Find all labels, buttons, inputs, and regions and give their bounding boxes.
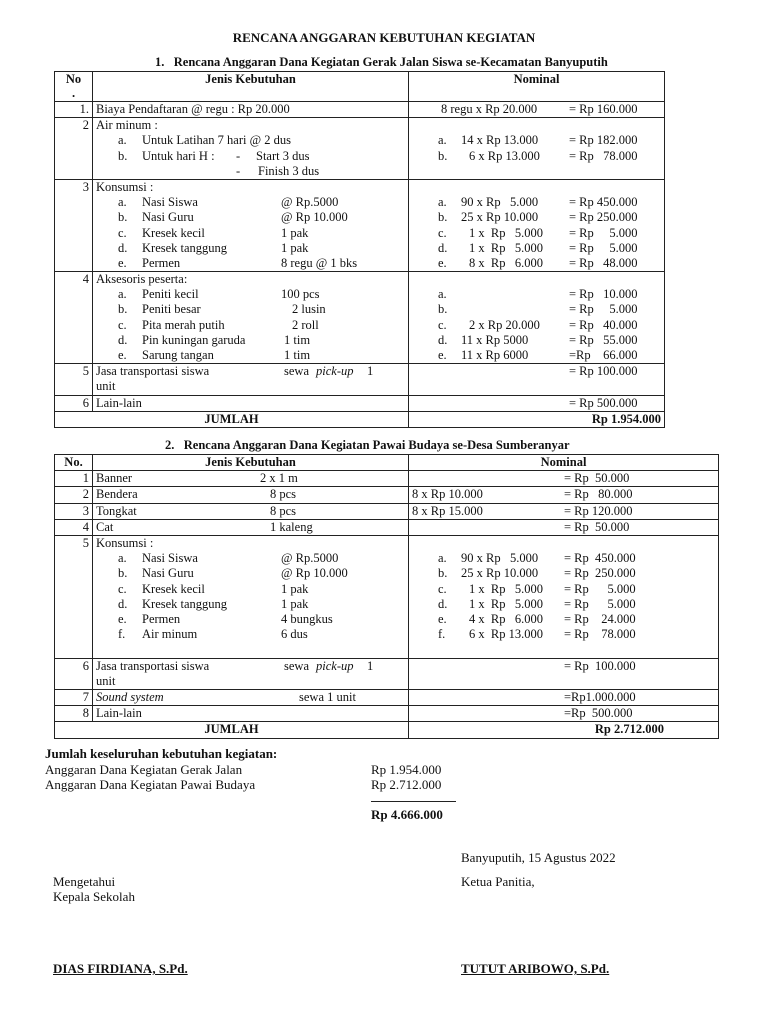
- calc-letter: b.: [438, 566, 448, 581]
- row-item: [93, 471, 409, 487]
- table-row: [55, 706, 719, 722]
- item-qty: 1 pak: [281, 225, 309, 240]
- item-letter: b.: [118, 210, 128, 225]
- row-number: 3: [55, 179, 93, 271]
- item-text: Air minum: [142, 627, 198, 642]
- row-total: = Rp 450.000: [569, 195, 638, 210]
- calc-letter: d.: [438, 240, 448, 255]
- item-text: Nasi Guru: [142, 210, 194, 225]
- item-text: Pita merah putih: [142, 317, 225, 332]
- calc-letter: c.: [438, 317, 447, 332]
- header-nominal: Nominal: [409, 72, 665, 102]
- place-date: Banyuputih, 15 Agustus 2022: [461, 850, 616, 865]
- row-calc: 8 regu x Rp 20.000: [441, 102, 538, 116]
- item-qty: 1 tim: [284, 348, 311, 363]
- item-letter: a.: [118, 287, 127, 302]
- calc-letter: a.: [438, 195, 447, 210]
- item-qty: 2 lusin: [292, 302, 326, 317]
- item-qty: 4 bungkus: [281, 611, 333, 626]
- row-number: 5: [55, 536, 93, 659]
- calc-letter: f.: [438, 627, 446, 642]
- item-text: Peniti besar: [142, 302, 201, 317]
- item-text: Permen: [142, 611, 181, 626]
- item-qty: sewa: [284, 658, 309, 673]
- row-item: Biaya Pendaftaran @ regu : Rp 20.000: [93, 102, 409, 118]
- row-nominal: [409, 706, 719, 722]
- item-qty: 1 pak: [281, 581, 309, 596]
- calc-letter: a.: [438, 287, 447, 302]
- item-letter: b.: [118, 566, 128, 581]
- item-dash: -: [236, 163, 241, 178]
- row-total: = Rp 78.000: [569, 148, 638, 163]
- item-letter: d.: [118, 240, 128, 255]
- calc-letter: d.: [438, 332, 448, 347]
- row-calc: 11 x Rp 6000: [461, 348, 529, 363]
- row-number: 6: [55, 395, 93, 411]
- item-letter: e.: [118, 348, 127, 363]
- budget-table-2: [54, 454, 719, 739]
- item-text: Peniti kecil: [142, 287, 199, 302]
- item-text: Kresek tanggung: [142, 596, 228, 611]
- item-sub: Start 3 dus: [256, 148, 310, 163]
- row-total: = Rp 40.000: [569, 317, 638, 332]
- table-row: [55, 118, 665, 180]
- row-total: = Rp 80.000: [564, 487, 633, 502]
- row-total: = Rp 24.000: [564, 611, 636, 626]
- row-total: = Rp 182.000: [569, 133, 638, 148]
- table-row: [55, 364, 665, 395]
- item-letter: a.: [118, 133, 127, 148]
- row-total: = Rp 5.000: [569, 225, 638, 240]
- row-item: [93, 364, 409, 395]
- row-calc: 90 x Rp 5.000: [461, 195, 539, 210]
- item-text: Nasi Siswa: [142, 195, 198, 210]
- total-row: [55, 722, 719, 738]
- total-row: [55, 411, 665, 427]
- summary-value-1: Rp 1.954.000: [371, 762, 442, 777]
- row-number: 2: [55, 487, 93, 503]
- row-item: [93, 658, 409, 689]
- row-nominal: [409, 395, 665, 411]
- row-total: = Rp 160.000: [569, 102, 638, 116]
- calc-letter: c.: [438, 225, 447, 240]
- total-value: Rp 2.712.000: [409, 722, 719, 738]
- item-letter: d.: [118, 332, 128, 347]
- row-nominal: [409, 519, 719, 535]
- calc-letter: e.: [438, 348, 447, 363]
- row-nominal: [409, 487, 719, 503]
- row-total: =Rp1.000.000: [564, 689, 636, 704]
- calc-letter: e.: [438, 255, 447, 270]
- row-nominal: [409, 689, 719, 705]
- table-row: [55, 179, 665, 271]
- row-total: = Rp 78.000: [564, 627, 636, 642]
- row-head: Konsumsi :: [96, 179, 154, 194]
- item-qty: 2 roll: [292, 317, 319, 332]
- item-text: Nasi Guru: [142, 566, 194, 581]
- item-letter: b.: [118, 148, 128, 163]
- item-text: Kresek kecil: [142, 581, 205, 596]
- row-number: 6: [55, 658, 93, 689]
- item-text: Jasa transportasi siswa: [96, 658, 210, 673]
- item-text: Bendera: [96, 487, 138, 502]
- item-sub: Finish 3 dus: [258, 163, 320, 178]
- item-letter: b.: [118, 302, 128, 317]
- item-qty: 8 pcs: [270, 503, 297, 518]
- item-letter: e.: [118, 611, 127, 626]
- header-jenis: Jenis Kebutuhan: [93, 72, 409, 102]
- item-letter: a.: [118, 195, 127, 210]
- row-number: 7: [55, 689, 93, 705]
- calc-letter: a.: [438, 551, 447, 566]
- item-qty: @ Rp.5000: [281, 195, 339, 210]
- row-calc: 1 x Rp 5.000: [469, 596, 543, 611]
- row-number: 3: [55, 503, 93, 519]
- summary-label-1: Anggaran Dana Kegiatan Gerak Jalan: [45, 762, 243, 777]
- row-nominal: [409, 364, 665, 395]
- table-row: [55, 689, 719, 705]
- table-row: [55, 487, 719, 503]
- item-text: Sound system: [96, 689, 164, 704]
- row-nominal: [409, 102, 665, 118]
- item-qty: 100 pcs: [281, 287, 320, 302]
- row-total: = Rp 50.000: [564, 519, 630, 534]
- row-calc: 1 x Rp 5.000: [469, 225, 543, 240]
- row-total: = Rp 5.000: [564, 581, 636, 596]
- summary-value-2: Rp 2.712.000: [371, 777, 442, 792]
- item-text: Kresek tanggung: [142, 240, 228, 255]
- row-nominal: [409, 272, 665, 364]
- table-row: [55, 272, 665, 364]
- total-label: JUMLAH: [55, 722, 409, 738]
- row-total: =Rp 500.000: [564, 706, 633, 721]
- total-value: Rp 1.954.000: [409, 411, 665, 427]
- row-total: = Rp 120.000: [564, 503, 633, 518]
- row-calc: 4 x Rp 6.000: [469, 611, 543, 626]
- header-no: No .: [55, 72, 93, 102]
- item-text: Sarung tangan: [142, 348, 214, 363]
- calc-letter: a.: [438, 133, 447, 148]
- item-dash: -: [236, 148, 241, 163]
- row-nominal: [409, 536, 719, 659]
- item-qty: sewa 1 unit: [299, 689, 356, 704]
- item-qty: @ Rp.5000: [281, 551, 339, 566]
- item-qty: 1 pak: [281, 596, 309, 611]
- row-total: = Rp 100.000: [564, 658, 636, 673]
- calc-letter: b.: [438, 148, 448, 163]
- item-text: Nasi Siswa: [142, 551, 198, 566]
- item-text: Pin kuningan garuda: [142, 332, 246, 347]
- item-qty: @ Rp 10.000: [281, 210, 348, 225]
- signer-left-role-2: Kepala Sekolah: [53, 889, 135, 904]
- item-letter: d.: [118, 596, 128, 611]
- item-text: Untuk Latihan 7 hari @ 2 dus: [142, 133, 291, 148]
- row-calc: 6 x Rp 13.000: [469, 148, 540, 163]
- row-item: [93, 519, 409, 535]
- row-calc: 90 x Rp 5.000: [461, 551, 539, 566]
- item-qty: @ Rp 10.000: [281, 566, 348, 581]
- row-calc: 2 x Rp 20.000: [469, 317, 540, 332]
- section-1-title: 1. Rencana Anggaran Dana Kegiatan Gerak Jalan Siswa se-Kecamatan Banyuputih: [155, 55, 608, 69]
- summary-divider: [371, 801, 456, 802]
- item-qty-italic: pick-up: [316, 364, 354, 379]
- row-nominal: [409, 118, 665, 180]
- row-total: = Rp 5.000: [569, 240, 638, 255]
- item-qty: 2 x 1 m: [260, 471, 298, 486]
- item-letter: f.: [118, 627, 126, 642]
- row-calc: 1 x Rp 5.000: [469, 581, 543, 596]
- row-total: = Rp 55.000: [569, 332, 638, 347]
- signer-left-role-1: Mengetahui: [53, 874, 116, 889]
- row-calc: 8 x Rp 6.000: [469, 255, 543, 270]
- item-text: unit: [96, 673, 116, 688]
- item-letter: c.: [118, 317, 127, 332]
- row-total: = Rp 5.000: [569, 302, 638, 317]
- row-total: = Rp 48.000: [569, 255, 638, 270]
- calc-letter: b.: [438, 302, 448, 317]
- row-calc: 11 x Rp 5000: [461, 332, 529, 347]
- budget-table-1: [54, 71, 665, 428]
- row-number: 8: [55, 706, 93, 722]
- row-number: 1.: [55, 102, 93, 118]
- row-number: 4: [55, 519, 93, 535]
- table-row: [55, 536, 719, 659]
- row-item: [93, 118, 409, 180]
- calc-letter: e.: [438, 611, 447, 626]
- row-total: = Rp 500.000: [569, 395, 638, 410]
- item-text: Permen: [142, 255, 181, 270]
- row-calc: 25 x Rp 10.000: [461, 210, 539, 225]
- row-calc: 6 x Rp 13.000: [469, 627, 543, 642]
- row-head: Konsumsi :: [96, 536, 154, 551]
- row-item: [93, 487, 409, 503]
- row-number: 1: [55, 471, 93, 487]
- row-calc: 14 x Rp 13.000: [461, 133, 539, 148]
- table-row: [55, 519, 719, 535]
- item-qty: 8 regu @ 1 bks: [281, 255, 358, 270]
- row-item: [93, 503, 409, 519]
- summary-label-2: Anggaran Dana Kegiatan Pawai Budaya: [45, 777, 256, 792]
- table-row: [55, 471, 719, 487]
- item-qty: 1: [367, 658, 374, 673]
- signer-right-role: Ketua Panitia,: [461, 874, 535, 889]
- section-2-title: 2. Rencana Anggaran Dana Kegiatan Pawai Budaya se-Desa Sumberanyar: [165, 438, 570, 452]
- row-item: [93, 536, 409, 659]
- item-qty: 1 kaleng: [270, 519, 313, 534]
- table-row: [55, 395, 665, 411]
- table-row: [55, 102, 665, 118]
- item-qty: 6 dus: [281, 627, 308, 642]
- row-nominal: [409, 658, 719, 689]
- row-total: = Rp 100.000: [569, 364, 638, 379]
- row-total: = Rp 10.000: [569, 287, 638, 302]
- item-text: Tongkat: [96, 503, 137, 518]
- item-qty: 1 pak: [281, 240, 309, 255]
- summary-heading: Jumlah keseluruhan kebutuhan kegiatan:: [45, 746, 278, 761]
- signer-left-name: DIAS FIRDIANA, S.Pd.: [53, 961, 188, 976]
- calc-letter: b.: [438, 210, 448, 225]
- item-text: Jasa transportasi siswa: [96, 364, 210, 379]
- header-nominal: Nominal: [409, 455, 719, 471]
- row-calc: 8 x Rp 10.000: [412, 487, 483, 502]
- row-item: Lain-lain: [93, 706, 409, 722]
- item-qty: sewa: [284, 364, 309, 379]
- item-letter: c.: [118, 225, 127, 240]
- item-letter: c.: [118, 581, 127, 596]
- header-no: No.: [55, 455, 93, 471]
- total-label: JUMLAH: [55, 411, 409, 427]
- row-total: = Rp 5.000: [564, 596, 636, 611]
- item-text: Cat: [96, 519, 114, 534]
- item-qty-italic: pick-up: [316, 658, 354, 673]
- summary-total: Rp 4.666.000: [371, 807, 443, 822]
- row-calc: 8 x Rp 15.000: [412, 503, 483, 518]
- row-total: = Rp 250.000: [564, 566, 636, 581]
- item-text: Banner: [96, 471, 133, 486]
- document-title: RENCANA ANGGARAN KEBUTUHAN KEGIATAN: [232, 30, 536, 45]
- calc-letter: c.: [438, 581, 447, 596]
- row-number: 4: [55, 272, 93, 364]
- table-row: [55, 658, 719, 689]
- row-nominal: [409, 179, 665, 271]
- item-text: unit: [96, 379, 116, 394]
- row-nominal: [409, 503, 719, 519]
- row-total: = Rp 50.000: [564, 471, 630, 486]
- item-text: Kresek kecil: [142, 225, 205, 240]
- row-number: 5: [55, 364, 93, 395]
- table-row: [55, 503, 719, 519]
- row-item: Lain-lain: [93, 395, 409, 411]
- row-item: [93, 272, 409, 364]
- item-qty: 8 pcs: [270, 487, 297, 502]
- item-qty: 1: [367, 364, 374, 379]
- row-item: [93, 179, 409, 271]
- signer-right-name: TUTUT ARIBOWO, S.Pd.: [461, 961, 610, 976]
- row-nominal: [409, 471, 719, 487]
- item-letter: a.: [118, 551, 127, 566]
- row-total: =Rp 66.000: [569, 348, 638, 363]
- item-letter: e.: [118, 255, 127, 270]
- row-head: Aksesoris peserta:: [96, 272, 188, 287]
- row-calc: 25 x Rp 10.000: [461, 566, 539, 581]
- item-text: Untuk hari H :: [142, 148, 215, 163]
- row-number: 2: [55, 118, 93, 180]
- row-item: [93, 689, 409, 705]
- calc-letter: d.: [438, 596, 448, 611]
- header-jenis: Jenis Kebutuhan: [93, 455, 409, 471]
- row-head: Air minum :: [96, 118, 158, 133]
- row-total: = Rp 250.000: [569, 210, 638, 225]
- row-calc: 1 x Rp 5.000: [469, 240, 543, 255]
- row-total: = Rp 450.000: [564, 551, 636, 566]
- item-qty: 1 tim: [284, 332, 311, 347]
